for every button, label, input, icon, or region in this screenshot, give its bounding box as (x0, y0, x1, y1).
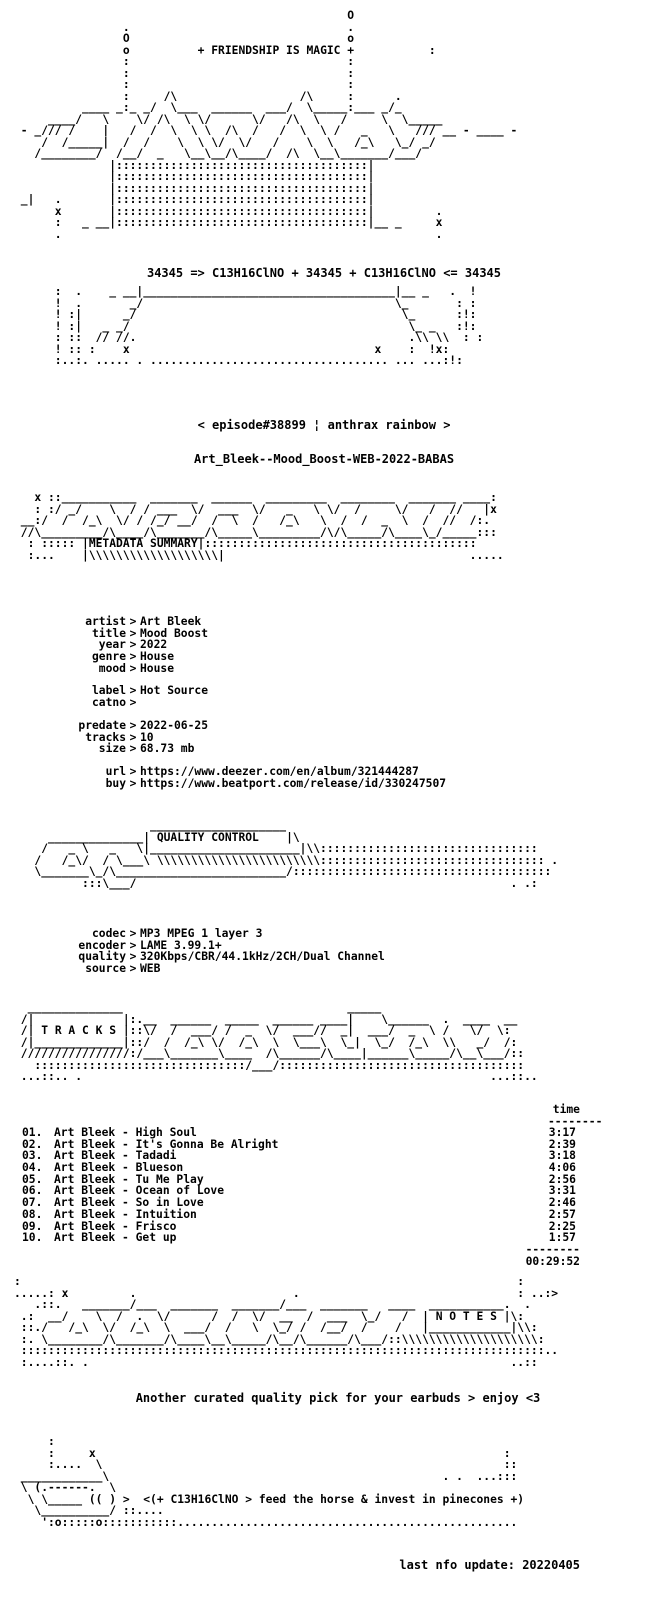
quality-row-codec: codec > MP3 MPEG 1 layer 3 (91, 927, 263, 940)
beatport-link[interactable]: https://www.beatport.com/release/id/330247507 (140, 776, 447, 790)
header-tagline: + FRIENDSHIP IS MAGIC + (197, 43, 355, 57)
quality-banner-art: ____________________ ______________| QUALITY CONTROL |\ / _ \ _ \|______________________|\\:::::::::::::::::::::::::::::::: / /_\/ / \___\ \\\\\\\\\\\\\\\\\\\\\\\\::::::::::::::::::::::::::::::::: . \_______\_/\_________________________/:::::::::::::::::::::::::::::::::::::: :::\___/ . .: (34, 819, 559, 890)
release-name: Art_Bleek--Mood_Boost-WEB-2022-BABAS (193, 452, 455, 466)
metadata-table (0, 616, 446, 789)
header-ascii-art: O . . O o o + FRIENDSHIP IS MAGIC + : : : : : : : : /\ /\ : . ____ _:_ _/ \___ ______ ___/ \_____:___ _/_ ____/ \ \/ /\ \ \/ \/ /\ \ / \ \_____ - _/// / | / / \ \ \ /\ / / \ \ / _ \ /// __ - ____ - / /_____| / / \ \ \/ \/ / \ \ /_\ \_/ _/ /________/ /__/ _ \__\__/\____/ /\ \__\_______/___/ |:::::::::::::::::::::::::::::::::::::| |:::::::::::::::::::::::::::::::::::::| |:::::::::::::::::::::::::::::::::::::| _| . |:::::::::::::::::::::::::::::::::::::| x |:::::::::::::::::::::::::::::::::::::| . : _ __|:::::::::::::::::::::::::::::::::::::|__ _ x . . (20, 9, 518, 241)
tracks-time-header: time -------- (548, 1103, 603, 1128)
total-time: 00:29:52 (525, 1254, 580, 1268)
metadata-row-genre: genre > House (91, 650, 175, 664)
notes-text: Another curated quality pick for your earbuds > enjoy <3 (135, 1391, 541, 1405)
track-row: 06. Art Bleek - Ocean of Love 3:31 (22, 1184, 576, 1198)
notes-banner-art: : : .....: x . . : ..:> .::. _______/___ _______ _______/___ _______ ____ ___________. . .: __/ \ / . \/ / / \/ __ / ___ \_/ / | N O T E S |\: ::./ /_\ \/ /_\ \ ___/ / \ \_/ / /__/ / / |____________|\\: :. \________/\_______/\____\__\_____/\__/\______/\___/::\\\\\\\\\\\\\\\\\\\\: :::::::::::::::::::::::::::::::::::::::::::::::::::::::::::::::::::::::::::::.. :....::. . ..:: (14, 1275, 559, 1369)
last-update: last nfo update: 20220405 (399, 1558, 580, 1572)
tracks-section-title: T R A C K S (41, 1024, 117, 1037)
metadata-row-artist: artist > Art Bleek (85, 615, 202, 628)
track-row: 08. Art Bleek - Intuition 2:57 (22, 1207, 576, 1221)
tracks-banner-art: ______________ _____ /| |:.__ ______ _____ ______ ____| \______ . ____ __ /| T R A C K S |::\/ / ___/ / _ \/ ___// _| ___/ _ \ / \/ \: /|_____________|::/ / /_\ \/ /_\ \ \___\ \_| \_/ /_\ \\ _/ /: ////////////////:/___\_______\____ /\______/\____|______\_____/\__\___/:: :::::::::::::::::::::::::::::::/___/:::::::::::::::::::::::::::::::::::: ...::.. . ...::.. (20, 1001, 538, 1083)
track-row: 02. Art Bleek - It's Gonna Be Alright 2:39 (22, 1137, 576, 1151)
track-row: 09. Art Bleek - Frisco 2:25 (22, 1219, 576, 1233)
tracks-total: -------- 00:29:52 (514, 1244, 580, 1267)
metadata-row-catno: catno > (91, 696, 137, 710)
quality-row-encoder: encoder > LAME 3.99.1+ (78, 938, 222, 952)
deezer-link[interactable]: https://www.deezer.com/en/album/321444287 (140, 764, 419, 778)
metadata-row-mood: mood > House (98, 661, 175, 675)
metadata-banner-art: x ::___________ _______ ______ _________ ________ _______ ____: : :/ _/ \ / / ___ \/ ___ \/ _ \ \/ / \/ / // |x __:/ / /_\ \/ / /_/ __/ / \ / /_\ \ / / _ \ / // /:. //\_________/\____/\_______/\_____\_________/\/\_____/\____\_/_____::: : ::::: |METADATA SUMMARY|:::::::::::::::::::::::::::::::::::::::: :... |\\\\\\\\\\\\\\\\\\\| ..... (20, 491, 504, 562)
quality-table (0, 928, 385, 975)
metadata-row-title: title > Mood Boost (91, 626, 209, 640)
metadata-row-label: label > Hot Source (91, 684, 209, 698)
quality-row-quality: quality > 320Kbps/CBR/44.1kHz/2CH/Dual Channel (78, 950, 385, 964)
episode-line: < episode#38899 ¦ anthrax rainbow > (197, 418, 451, 432)
metadata-section-title: METADATA SUMMARY (88, 537, 198, 550)
track-row: 01. Art Bleek - High Soul 3:17 (22, 1126, 576, 1139)
header-bridge-art: : . _ __|_____________________________________|__ _ . ! ! . _/ \_ : : ! :| _/ \_ :!: ! :| _ _/ \_ _ :!: : :: // //. .\\ \\ : : ! :: : x x : !x: :..:. ..... . ................................... ... ...:!: (54, 285, 484, 367)
metadata-row-tracks: tracks > 10 (85, 730, 154, 744)
track-row: 07. Art Bleek - So in Love 2:46 (22, 1196, 576, 1210)
metadata-row-predate: predate > 2022-06-25 (78, 718, 209, 732)
tracklist (22, 1127, 576, 1244)
metadata-row-buy: buy > https://www.beatport.com/release/id/330247507 (105, 776, 447, 790)
track-row: 10. Art Bleek - Get up 1:57 (22, 1231, 576, 1245)
track-row: 04. Art Bleek - Blueson 4:06 (22, 1161, 576, 1175)
metadata-row-year: year > 2022 (98, 638, 168, 652)
track-row: 05. Art Bleek - Tu Me Play 2:56 (22, 1172, 576, 1186)
quality-row-source: source > WEB (85, 962, 161, 976)
footer-tagline: <(+ C13H16ClNO > feed the horse & invest in pinecones +) (143, 1492, 525, 1506)
metadata-row-size: size > 68.73 mb (98, 742, 195, 756)
track-row: 03. Art Bleek - Tadadi 3:18 (22, 1149, 576, 1163)
header-formula: 34345 => C13H16ClNO + 34345 + C13H16ClNO <= 34345 (146, 266, 501, 280)
footer-ascii-art: : : x : :.... \ :: ____________\ . . ...::: \ (.------. \ \ \_____ (( ) > <(+ C13H16ClNO > feed the horse & invest in pinecones +) \__________/ ::.... ':o:::::o:::::::::::.................................................. (20, 1435, 525, 1529)
metadata-row-url: url > https://www.deezer.com/en/album/321444287 (105, 764, 419, 778)
quality-section-title: QUALITY CONTROL (156, 830, 259, 844)
notes-section-title: N O T E S (435, 1309, 497, 1323)
